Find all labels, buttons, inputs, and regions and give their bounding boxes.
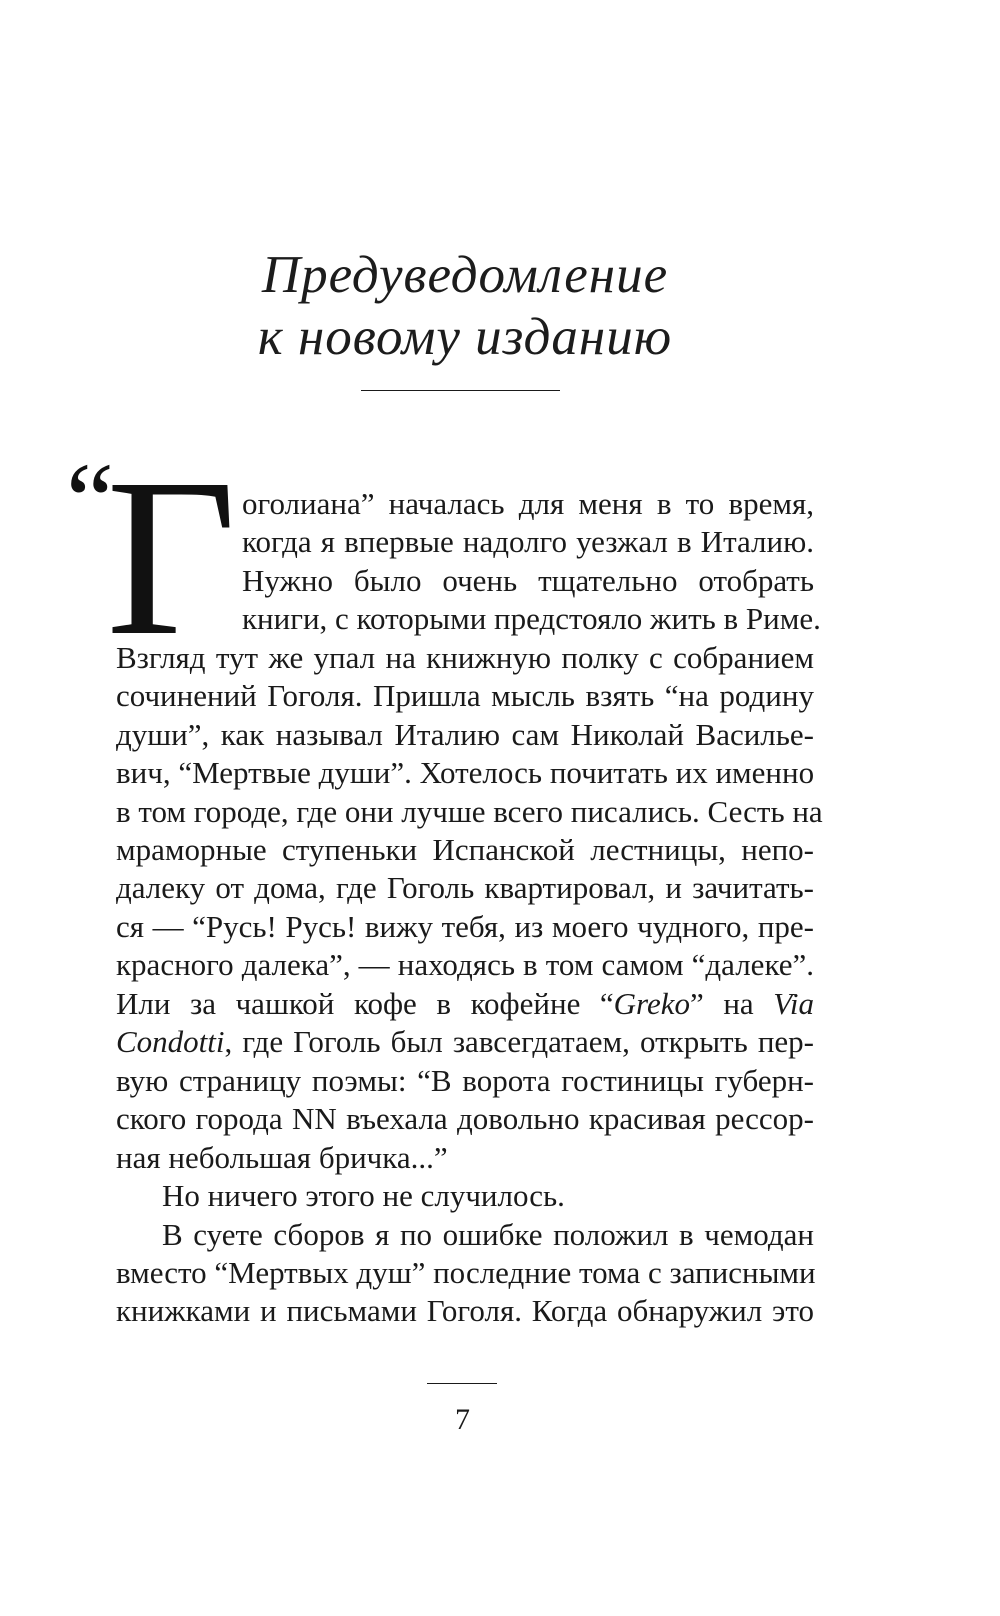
text-line: В суете сборов я по ошибке положил в чемодан xyxy=(162,1217,814,1252)
text-line: Взгляд тут же упал на книжную полку с собранием xyxy=(116,640,814,675)
italic-cafe-name: Greko xyxy=(613,986,690,1021)
text-line: ского города NN въехала довольно красивая рессор- xyxy=(116,1101,814,1136)
opening-quote-mark: “ xyxy=(66,442,114,561)
text-line: Нужно было очень тщательно отобрать xyxy=(242,563,814,598)
text-line: книги, с которыми предстояло жить в Риме. xyxy=(242,601,821,636)
text-run: ” на xyxy=(690,986,774,1021)
text-line: души”, как называл Италию сам Николай Василье- xyxy=(116,717,814,752)
chapter-title xyxy=(0,244,930,368)
text-line: вместо “Мертвых душ” последние тома с записными xyxy=(116,1255,816,1290)
text-line: книжками и письмами Гоголя. Когда обнаружил это xyxy=(116,1293,814,1328)
chapter-title-line-1: Предуведомление xyxy=(261,246,669,304)
text-line: ная небольшая бричка...” xyxy=(116,1140,448,1175)
text-line: вую страницу поэмы: “В ворота гостиницы губерн- xyxy=(116,1063,814,1098)
page-number: 7 xyxy=(455,1403,470,1436)
text-line: красного далека”, — находясь в том самом “далеке”. xyxy=(116,947,814,982)
title-divider xyxy=(361,390,560,391)
italic-street-name: Condotti xyxy=(116,1024,225,1059)
text-line: ся — “Русь! Русь! вижу тебя, из моего чудного, пре- xyxy=(116,909,814,944)
text-line: сочинений Гоголя. Пришла мысль взять “на родину xyxy=(116,678,814,713)
footer-divider xyxy=(427,1383,497,1384)
text-line: оголиана” началась для меня в то время, xyxy=(242,486,814,521)
chapter-title-line-2: к новому изданию xyxy=(257,308,673,366)
text-line: Но ничего этого не случилось. xyxy=(162,1178,565,1213)
text-line: мраморные ступеньки Испанской лестницы, непо- xyxy=(116,832,814,867)
text-run: Или за чашкой кофе в кофейне “ xyxy=(116,986,614,1021)
text-line-mixed xyxy=(116,1022,814,1062)
text-line: когда я впервые надолго уезжал в Италию. xyxy=(242,524,814,559)
drop-cap: Г xyxy=(106,432,237,682)
text-run: , где Гоголь был завсегдатаем, открыть пер- xyxy=(224,1024,814,1059)
text-line: в том городе, где они лучше всего писались. Сесть на xyxy=(116,794,823,829)
text-line: вич, “Мертвые души”. Хотелось почитать их именно xyxy=(116,755,815,790)
italic-street-name: Via xyxy=(773,986,814,1021)
text-line: далеку от дома, где Гоголь квартировал, и зачитать- xyxy=(116,870,814,905)
text-line-mixed xyxy=(116,984,814,1024)
